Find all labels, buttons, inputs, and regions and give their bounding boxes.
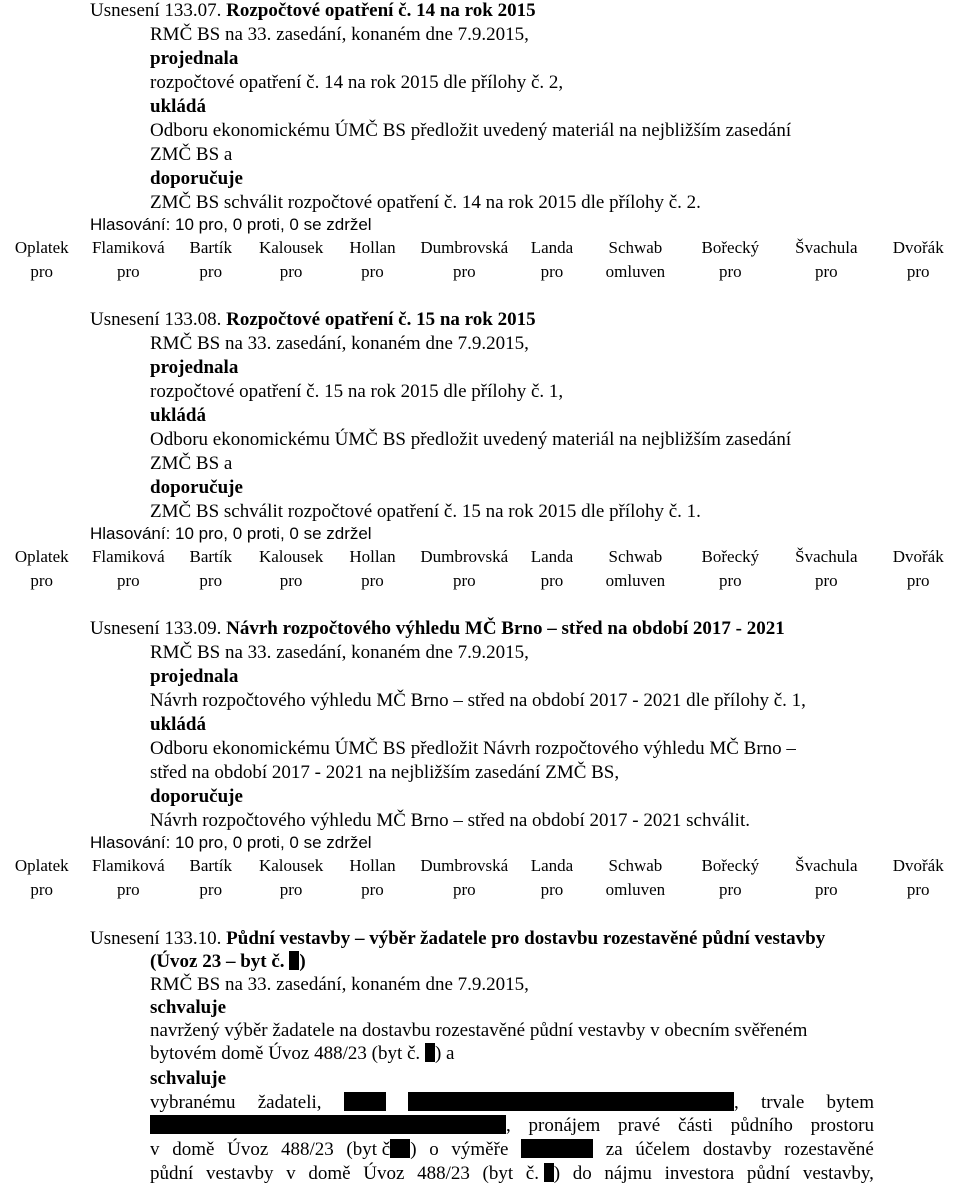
vote-table: [0, 236, 960, 284]
vote-member-value: omluven: [605, 262, 666, 281]
vote-member-value: pro: [199, 880, 223, 899]
vote-member-value: pro: [30, 880, 54, 899]
vote-member-value: pro: [30, 262, 54, 281]
keyword-schvaluje: schvaluje: [150, 997, 226, 1018]
vote-member-name: Oplatek: [14, 856, 69, 875]
vote-member-value: pro: [116, 262, 140, 281]
vote-member-value: pro: [452, 571, 476, 590]
vote-member-name: Dumbrovská: [420, 856, 509, 875]
resolution-number: Usnesení 133.10.: [90, 928, 222, 949]
resolution-title: Návrh rozpočtového výhledu MČ Brno – střed na období 2017 - 2021: [226, 618, 785, 639]
vote-member-name: Dvořák: [892, 856, 944, 875]
resolution-text: Odboru ekonomickému ÚMČ BS předložit Návrh rozpočtového výhledu MČ Brno –: [150, 738, 796, 759]
redaction-block: [344, 1092, 386, 1111]
keyword-projednala: projednala: [150, 357, 239, 378]
resolution-heading: [90, 618, 785, 640]
vote-summary: Hlasování: 10 pro, 0 proti, 0 se zdržel: [90, 524, 372, 543]
keyword-uklada: ukládá: [150, 405, 206, 426]
council-line: RMČ BS na 33. zasedání, konaném dne 7.9.2015,: [150, 642, 529, 663]
resolution-text: Návrh rozpočtového výhledu MČ Brno – střed na období 2017 - 2021 schválit.: [150, 810, 750, 831]
resolution-text: rozpočtové opatření č. 15 na rok 2015 dle přílohy č. 1,: [150, 381, 564, 402]
resolution-text: v domě Úvoz 488/23 (byt č ) o výměře za účelem dostavby rozestavěné: [150, 1139, 874, 1160]
vote-member-value: pro: [906, 880, 930, 899]
vote-member-name: Landa: [530, 856, 574, 875]
vote-member-value: pro: [30, 571, 54, 590]
vote-member-value: pro: [906, 262, 930, 281]
resolution-title: Rozpočtové opatření č. 15 na rok 2015: [226, 309, 536, 330]
vote-member-name: Hollan: [349, 238, 396, 257]
resolution-heading: [90, 0, 536, 22]
vote-member-name: Landa: [530, 547, 574, 566]
redaction-block: [425, 1043, 435, 1062]
vote-member-name: Bartík: [189, 238, 232, 257]
keyword-projednala: projednala: [150, 666, 239, 687]
vote-member-name: Flamiková: [91, 856, 165, 875]
resolution-title: Půdní vestavby – výběr žadatele pro dostavbu rozestavěné půdní vestavby: [226, 928, 826, 949]
redaction-block: [150, 1115, 506, 1134]
vote-member-name: Hollan: [349, 547, 396, 566]
vote-member-value: pro: [719, 880, 742, 899]
vote-values-row: [0, 878, 960, 902]
vote-member-value: pro: [540, 571, 564, 590]
vote-member-value: pro: [452, 880, 476, 899]
vote-member-value: pro: [361, 880, 384, 899]
vote-member-name: Oplatek: [14, 238, 69, 257]
vote-member-name: Švachula: [795, 547, 858, 566]
redaction-block: [289, 951, 299, 970]
vote-member-value: pro: [199, 571, 223, 590]
keyword-schvaluje: schvaluje: [150, 1068, 226, 1089]
council-line: RMČ BS na 33. zasedání, konaném dne 7.9.2015,: [150, 974, 529, 995]
vote-member-name: Kalousek: [258, 856, 324, 875]
resolution-text: půdní vestavby v domě Úvoz 488/23 (byt č. ) do nájmu investora půdní vestavby,: [150, 1163, 874, 1184]
resolution-text: ZMČ BS schválit rozpočtové opatření č. 15 na rok 2015 dle přílohy č. 1.: [150, 501, 701, 522]
vote-member-name: Dvořák: [892, 238, 944, 257]
resolution-title: Rozpočtové opatření č. 14 na rok 2015: [226, 0, 536, 21]
vote-member-value: omluven: [605, 571, 666, 590]
vote-member-name: Bořecký: [701, 238, 760, 257]
resolution-text: ZMČ BS a: [150, 144, 233, 165]
vote-member-name: Oplatek: [14, 547, 69, 566]
vote-member-value: pro: [116, 880, 140, 899]
resolution-text: Návrh rozpočtového výhledu MČ Brno – střed na období 2017 - 2021 dle přílohy č. 1,: [150, 690, 806, 711]
vote-member-name: Schwab: [608, 547, 663, 566]
vote-table: [0, 854, 960, 902]
vote-member-name: Schwab: [608, 238, 663, 257]
vote-member-name: Flamiková: [91, 238, 165, 257]
vote-summary: Hlasování: 10 pro, 0 proti, 0 se zdržel: [90, 833, 372, 852]
resolution-title-cont: (Úvoz 23 – byt č. ): [150, 951, 306, 972]
vote-member-value: pro: [719, 571, 742, 590]
resolution-number: Usnesení 133.08.: [90, 309, 222, 330]
redaction-block: [544, 1163, 554, 1182]
keyword-uklada: ukládá: [150, 96, 206, 117]
vote-member-value: pro: [279, 262, 303, 281]
keyword-doporucuje: doporučuje: [150, 786, 243, 807]
vote-member-name: Dumbrovská: [420, 547, 509, 566]
vote-names-row: [0, 854, 960, 878]
resolution-text: rozpočtové opatření č. 14 na rok 2015 dle přílohy č. 2,: [150, 72, 564, 93]
vote-member-name: Schwab: [608, 856, 663, 875]
vote-member-value: pro: [815, 262, 838, 281]
resolution-text: vybranému žadateli, , trvale bytem: [150, 1092, 874, 1113]
council-line: RMČ BS na 33. zasedání, konaném dne 7.9.2015,: [150, 333, 529, 354]
vote-summary: Hlasování: 10 pro, 0 proti, 0 se zdržel: [90, 215, 372, 234]
vote-member-value: pro: [116, 571, 140, 590]
keyword-doporucuje: doporučuje: [150, 168, 243, 189]
resolution-number: Usnesení 133.07.: [90, 0, 222, 21]
vote-member-value: pro: [540, 262, 564, 281]
redaction-block: [390, 1139, 410, 1158]
vote-member-value: pro: [719, 262, 742, 281]
redaction-block: [521, 1139, 593, 1158]
keyword-uklada: ukládá: [150, 714, 206, 735]
vote-member-value: pro: [452, 262, 476, 281]
vote-member-value: pro: [279, 571, 303, 590]
vote-values-row: [0, 260, 960, 284]
vote-member-value: pro: [815, 571, 838, 590]
resolution-text: ZMČ BS schválit rozpočtové opatření č. 14 na rok 2015 dle přílohy č. 2.: [150, 192, 701, 213]
resolution-text: ZMČ BS a: [150, 453, 233, 474]
vote-member-name: Hollan: [349, 856, 396, 875]
redaction-block: [408, 1092, 734, 1111]
resolution-text: střed na období 2017 - 2021 na nejbližším zasedání ZMČ BS,: [150, 762, 620, 783]
resolution-text: bytovém domě Úvoz 488/23 (byt č. ) a: [150, 1043, 455, 1064]
resolution-text: Odboru ekonomickému ÚMČ BS předložit uvedený materiál na nejbližším zasedání: [150, 429, 792, 450]
vote-member-name: Landa: [530, 238, 574, 257]
vote-values-row: [0, 569, 960, 593]
keyword-doporucuje: doporučuje: [150, 477, 243, 498]
vote-member-name: Bartík: [189, 856, 232, 875]
resolution-text: , pronájem pravé části půdního prostoru: [150, 1115, 874, 1137]
vote-member-value: pro: [279, 880, 303, 899]
vote-member-value: pro: [361, 262, 384, 281]
vote-member-name: Bořecký: [701, 856, 760, 875]
vote-member-name: Dvořák: [892, 547, 944, 566]
vote-member-name: Dumbrovská: [420, 238, 509, 257]
vote-table: [0, 545, 960, 593]
vote-member-value: pro: [906, 571, 930, 590]
vote-names-row: [0, 545, 960, 569]
vote-member-name: Švachula: [795, 856, 858, 875]
vote-member-value: pro: [540, 880, 564, 899]
vote-member-name: Flamiková: [91, 547, 165, 566]
vote-member-value: pro: [199, 262, 223, 281]
vote-member-name: Švachula: [795, 238, 858, 257]
vote-member-value: pro: [361, 571, 384, 590]
vote-names-row: [0, 236, 960, 260]
resolution-heading: [90, 928, 825, 950]
vote-member-name: Bořecký: [701, 547, 760, 566]
vote-member-name: Kalousek: [258, 547, 324, 566]
resolution-number: Usnesení 133.09.: [90, 618, 222, 639]
vote-member-name: Bartík: [189, 547, 232, 566]
vote-member-value: omluven: [605, 880, 666, 899]
keyword-projednala: projednala: [150, 48, 239, 69]
resolution-text: Odboru ekonomickému ÚMČ BS předložit uvedený materiál na nejbližším zasedání: [150, 120, 792, 141]
resolution-text: navržený výběr žadatele na dostavbu rozestavěné půdní vestavby v obecním svěřeném: [150, 1020, 808, 1041]
council-line: RMČ BS na 33. zasedání, konaném dne 7.9.2015,: [150, 24, 529, 45]
resolution-heading: [90, 309, 536, 331]
vote-member-name: Kalousek: [258, 238, 324, 257]
vote-member-value: pro: [815, 880, 838, 899]
